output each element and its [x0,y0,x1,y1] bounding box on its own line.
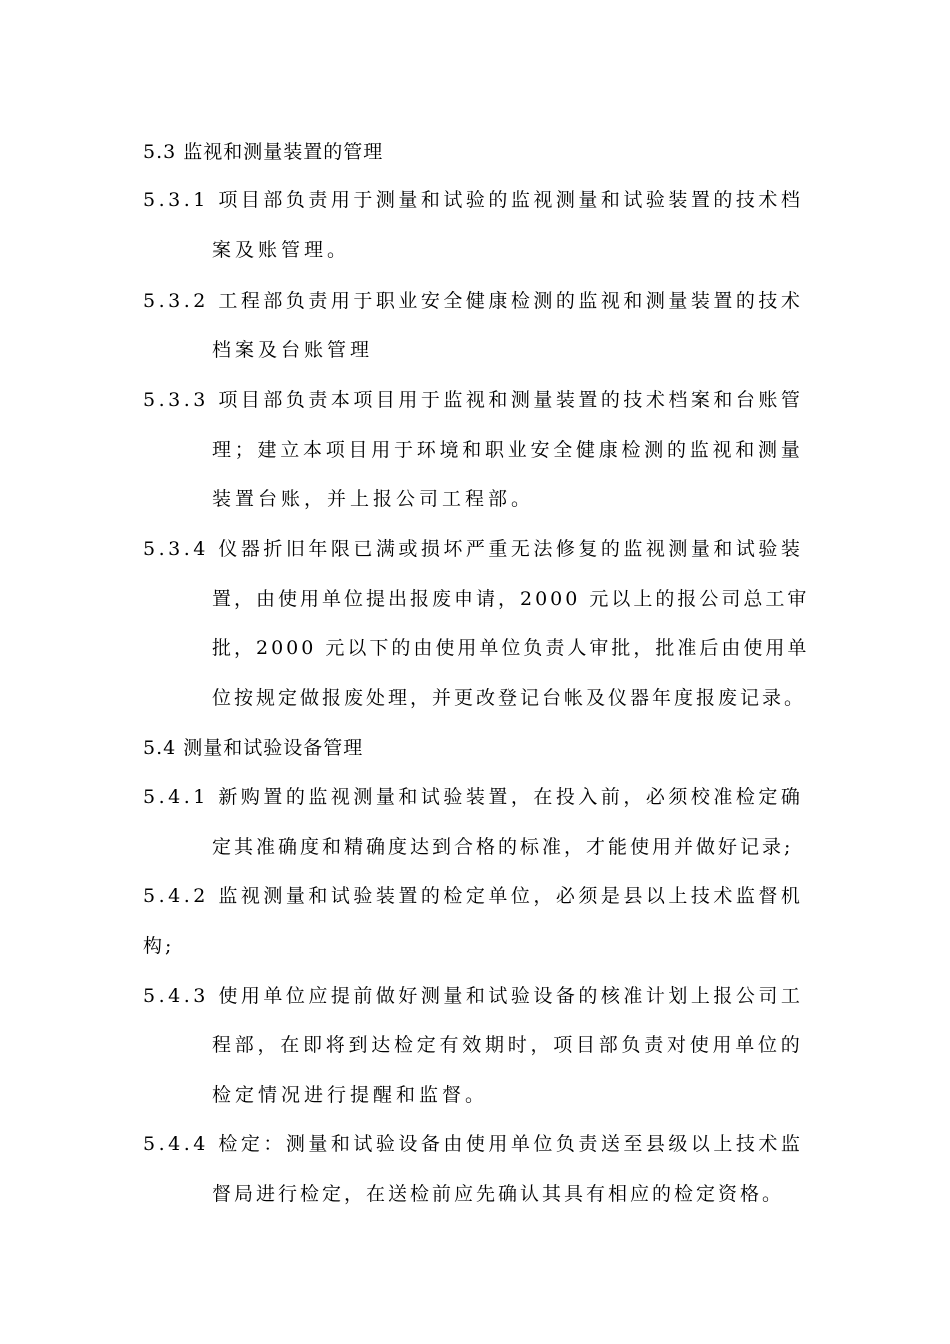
clause-5-3-2-line-2: 档案及台账管理 [212,339,374,361]
heading-5-4: 5.4 测量和试验设备管理 [143,737,364,759]
clause-5-3-4-line-3: 批，2000 元以下的由使用单位负责人审批，批准后由使用单 [212,637,810,659]
clause-5-4-3-line-1: 5.4.3 使用单位应提前做好测量和试验设备的核准计划上报公司工 [143,985,804,1007]
clause-5-4-1-line-2: 定其准确度和精确度达到合格的标准，才能使用并做好记录; [212,836,794,858]
clause-5-3-3-line-1: 5.3.3 项目部负责本项目用于监视和测量装置的技术档案和台账管 [143,389,804,411]
clause-5-4-2-line-1: 5.4.2 监视测量和试验装置的检定单位，必须是县以上技术监督机 [143,885,804,907]
clause-5-4-3-line-2: 程部，在即将到达检定有效期时，项目部负责对使用单位的 [212,1034,804,1056]
clause-5-4-1-line-1: 5.4.1 新购置的监视测量和试验装置，在投入前，必须校准检定确 [143,786,804,808]
clause-5-3-4-line-4: 位按规定做报废处理，并更改登记台帐及仪器年度报废记录。 [212,687,807,709]
clause-5-3-1-line-2: 案及账管理。 [212,239,351,261]
clause-5-4-2-line-2: 构; [143,935,175,957]
clause-5-3-4-line-2: 置，由使用单位提出报废申请，2000 元以上的报公司总工审 [212,588,810,610]
clause-5-4-4-line-2: 督局进行检定，在送检前应先确认其具有相应的检定资格。 [212,1183,785,1205]
clause-5-3-1-line-1: 5.3.1 项目部负责用于测量和试验的监视测量和试验装置的技术档 [143,189,804,211]
clause-5-3-4-line-1: 5.3.4 仪器折旧年限已满或损坏严重无法修复的监视测量和试验装 [143,538,804,560]
heading-5-3: 5.3 监视和测量装置的管理 [143,141,384,163]
clause-5-4-4-line-1: 5.4.4 检定：测量和试验设备由使用单位负责送至县级以上技术监 [143,1133,804,1155]
clause-5-4-3-line-3: 检定情况进行提醒和监督。 [212,1084,489,1106]
clause-5-3-2-line-1: 5.3.2 工程部负责用于职业安全健康检测的监视和测量装置的技术 [143,290,804,312]
clause-5-3-3-line-2: 理；建立本项目用于环境和职业安全健康检测的监视和测量 [212,439,804,461]
clause-5-3-3-line-3: 装置台账，并上报公司工程部。 [212,488,535,510]
